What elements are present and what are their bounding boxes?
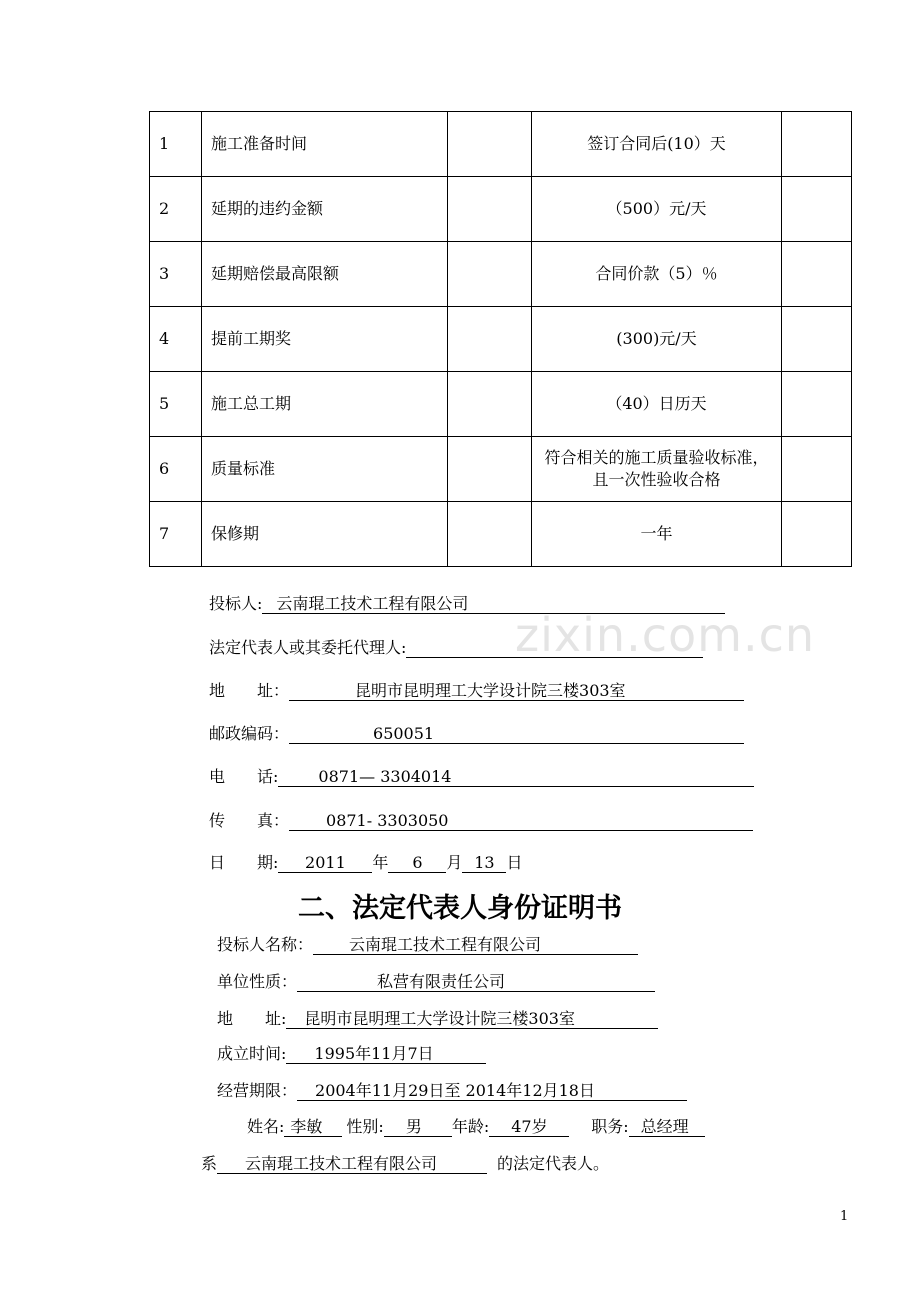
address-label: 地 址：	[209, 681, 290, 700]
row-value: 符合相关的施工质量验收标准，且一次性验收合格	[532, 437, 782, 502]
row-value: (300)元/天	[532, 307, 782, 372]
fax-line	[209, 811, 753, 831]
watermark: zixin.com.cn	[515, 608, 816, 662]
row-item: 提前工期奖	[202, 307, 448, 372]
blank-cell	[782, 242, 852, 307]
table-row	[150, 437, 852, 502]
person-line	[247, 1117, 705, 1137]
table-row	[150, 112, 852, 177]
table-row	[150, 502, 852, 567]
row-number: 6	[150, 437, 202, 502]
blank-cell	[782, 112, 852, 177]
representative-label: 法定代表人或其委托代理人:	[209, 638, 407, 657]
blank-cell	[782, 437, 852, 502]
statement-prefix: 系	[201, 1154, 218, 1173]
business-period-line	[217, 1081, 687, 1101]
company-nature-value: 私营有限责任公司	[297, 972, 655, 992]
month-unit: 月	[446, 853, 463, 872]
row-value: 签订合同后(10）天	[532, 112, 782, 177]
business-period-label: 经营期限：	[217, 1081, 298, 1100]
bidder-line	[209, 594, 725, 614]
blank-cell	[448, 307, 532, 372]
date-year: 2011	[278, 853, 372, 873]
company-address-label: 地 址:	[217, 1009, 287, 1028]
statement-line	[201, 1154, 609, 1174]
date-month: 6	[388, 853, 446, 873]
bidder-label: 投标人:	[209, 594, 263, 613]
date-label: 日 期:	[209, 853, 279, 872]
representative-blank	[406, 638, 703, 658]
row-value: （40）日历天	[532, 372, 782, 437]
row-value: 一年	[532, 502, 782, 567]
bidder-value: 云南琨工技术工程有限公司	[262, 594, 725, 614]
person-name: 李敏	[284, 1117, 342, 1137]
address-value: 昆明市昆明理工大学设计院三楼303室	[289, 681, 744, 701]
company-name-line	[217, 935, 638, 955]
company-name-value: 云南琨工技术工程有限公司	[313, 935, 638, 955]
position-value: 总经理	[629, 1117, 705, 1137]
row-number: 1	[150, 112, 202, 177]
phone-line	[209, 767, 754, 787]
company-nature-label: 单位性质：	[217, 972, 298, 991]
company-address-value: 昆明市昆明理工大学设计院三楼303室	[286, 1009, 658, 1029]
row-item: 施工准备时间	[202, 112, 448, 177]
founded-label: 成立时间:	[217, 1044, 287, 1063]
fax-value: 0871- 3303050	[289, 811, 753, 831]
business-period-value: 2004年11月29日至 2014年12月18日	[297, 1081, 687, 1101]
gender-label: 性别:	[346, 1117, 384, 1136]
table-row	[150, 372, 852, 437]
row-number: 3	[150, 242, 202, 307]
section-title: 二、法定代表人身份证明书	[298, 893, 622, 924]
blank-cell	[782, 307, 852, 372]
statement-company: 云南琨工技术工程有限公司	[217, 1154, 487, 1174]
blank-cell	[448, 242, 532, 307]
row-item: 延期赔偿最高限额	[202, 242, 448, 307]
blank-cell	[448, 437, 532, 502]
postcode-value: 650051	[289, 724, 744, 744]
age-label: 年龄:	[451, 1117, 490, 1136]
row-number: 4	[150, 307, 202, 372]
row-value: 合同价款（5）％	[532, 242, 782, 307]
blank-cell	[782, 502, 852, 567]
company-name-label: 投标人名称：	[217, 935, 314, 954]
row-value: （500）元/天	[532, 177, 782, 242]
address-line	[209, 681, 744, 701]
blank-cell	[448, 372, 532, 437]
date-line	[209, 853, 522, 873]
statement-suffix: 的法定代表人。	[497, 1154, 610, 1173]
row-item: 施工总工期	[202, 372, 448, 437]
representative-line	[209, 638, 703, 658]
blank-cell	[782, 372, 852, 437]
blank-cell	[448, 502, 532, 567]
phone-value: 0871— 3304014	[278, 767, 754, 787]
page-number: 1	[840, 1209, 849, 1224]
row-item: 延期的违约金额	[202, 177, 448, 242]
year-unit: 年	[372, 853, 389, 872]
row-item: 质量标准	[202, 437, 448, 502]
row-number: 7	[150, 502, 202, 567]
gender-value: 男	[384, 1117, 452, 1137]
position-label: 职务:	[591, 1117, 629, 1136]
blank-cell	[448, 177, 532, 242]
postcode-line	[209, 724, 744, 744]
row-item: 保修期	[202, 502, 448, 567]
age-value: 47岁	[489, 1117, 569, 1137]
company-address-line	[217, 1009, 658, 1029]
row-number: 5	[150, 372, 202, 437]
person-name-label: 姓名:	[247, 1117, 285, 1136]
row-number: 2	[150, 177, 202, 242]
blank-cell	[782, 177, 852, 242]
table-row	[150, 177, 852, 242]
postcode-label: 邮政编码：	[209, 724, 290, 743]
founded-value: 1995年11月7日	[286, 1044, 486, 1064]
founded-line	[217, 1044, 486, 1064]
phone-label: 电 话:	[209, 767, 279, 786]
table-row	[150, 242, 852, 307]
fax-label: 传 真：	[209, 811, 290, 830]
day-unit: 日	[506, 853, 523, 872]
contract-terms-table	[149, 111, 852, 567]
table-row	[150, 307, 852, 372]
blank-cell	[448, 112, 532, 177]
date-day: 13	[462, 853, 506, 873]
company-nature-line	[217, 972, 655, 992]
